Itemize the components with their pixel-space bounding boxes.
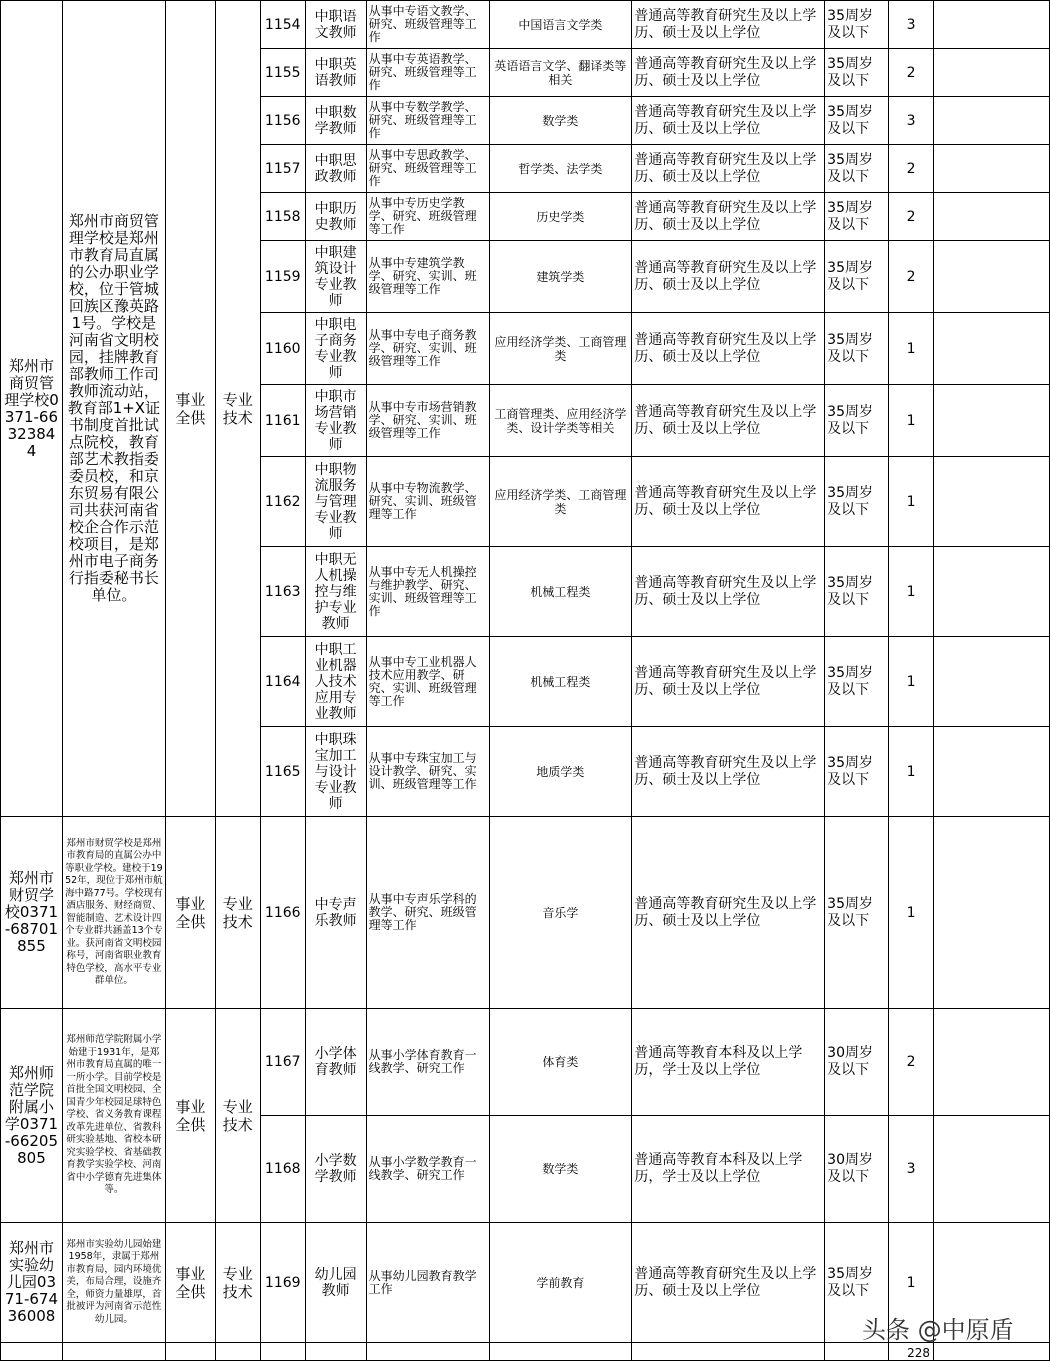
position-code: 1162 [260,457,305,547]
position-code: 1167 [260,1009,305,1116]
position-name: 幼儿园教师 [305,1223,366,1343]
position-name: 中职语文教师 [305,1,366,49]
hiring-count: 1 [889,727,934,817]
hiring-count: 1 [889,457,934,547]
position-code: 1159 [260,241,305,313]
empty-cell [215,1343,260,1361]
position-name: 中职思政教师 [305,145,366,193]
position-duty: 从事中专声乐学科的教学、研究、班级管理等工作 [366,817,489,1009]
position-duty: 从事幼儿园教育教学工作 [366,1223,489,1343]
empty-cell [366,1343,489,1361]
position-duty: 从事中专市场营销教学、研究、实训、班级管理等工作 [366,385,489,457]
position-duty: 从事中专历史学教学、研究、班级管理等工作 [366,193,489,241]
major-requirement: 应用经济学类、工商管理类 [489,313,632,385]
post-category: 专业技术 [215,1009,260,1223]
empty-cell [62,1343,165,1361]
empty-cell [825,1343,889,1361]
watermark-text: 头条 @中原盾 [862,1316,1014,1344]
major-requirement: 工商管理类、应用经济学类、设计学类等相关 [489,385,632,457]
remarks-cell [934,1,1050,49]
funding-type: 事业全供 [165,1009,215,1223]
education-requirement: 普通高等教育研究生及以上学历、硕士及以上学位 [632,727,825,817]
major-requirement: 英语语言文学、翻译类等相关 [489,49,632,97]
position-code: 1154 [260,1,305,49]
hiring-count: 1 [889,547,934,637]
age-requirement: 35周岁及以下 [825,145,889,193]
age-requirement: 30周岁及以下 [825,1009,889,1116]
major-requirement: 建筑学类 [489,241,632,313]
position-code: 1163 [260,547,305,637]
position-name: 中职物流服务与管理专业教师 [305,457,366,547]
major-requirement: 数学类 [489,1116,632,1223]
hiring-count: 2 [889,145,934,193]
unit-name: 郑州师范学院附属小学0371-66205805 [1,1009,63,1223]
major-requirement: 哲学类、法学类 [489,145,632,193]
remarks-cell [934,97,1050,145]
major-requirement: 学前教育 [489,1223,632,1343]
unit-name: 郑州市商贸管理学校0371-66323844 [1,1,63,817]
position-code: 1157 [260,145,305,193]
position-duty: 从事中专电子商务教学、研究、实训、班级管理等工作 [366,313,489,385]
position-code: 1169 [260,1223,305,1343]
position-duty: 从事中专工业机器人技术应用教学、研究、实训、班级管理等工作 [366,637,489,727]
education-requirement: 普通高等教育研究生及以上学历、硕士及以上学位 [632,145,825,193]
hiring-count: 3 [889,1,934,49]
age-requirement: 35周岁及以下 [825,97,889,145]
remarks-cell [934,241,1050,313]
funding-type: 事业全供 [165,1223,215,1343]
major-requirement: 中国语言文学类 [489,1,632,49]
major-requirement: 数学类 [489,97,632,145]
position-name: 中职工业机器人技术应用专业教师 [305,637,366,727]
age-requirement: 35周岁及以下 [825,313,889,385]
position-duty: 从事中专建筑学教学、研究、实训、班级管理等工作 [366,241,489,313]
position-name: 中职数学教师 [305,97,366,145]
age-requirement: 35周岁及以下 [825,1,889,49]
age-requirement: 35周岁及以下 [825,457,889,547]
position-code: 1166 [260,817,305,1009]
hiring-count: 2 [889,193,934,241]
age-requirement: 35周岁及以下 [825,193,889,241]
major-requirement: 机械工程类 [489,637,632,727]
hiring-count: 3 [889,1116,934,1223]
education-requirement: 普通高等教育本科及以上学历，学士及以上学位 [632,1116,825,1223]
education-requirement: 普通高等教育研究生及以上学历、硕士及以上学位 [632,1,825,49]
position-name: 中职珠宝加工与设计专业教师 [305,727,366,817]
unit-name: 郑州市实验幼儿园0371-67436008 [1,1223,63,1343]
age-requirement: 35周岁及以下 [825,727,889,817]
table-row [1,1,1050,49]
age-requirement: 35周岁及以下 [825,241,889,313]
hiring-count: 2 [889,241,934,313]
remarks-cell [934,385,1050,457]
education-requirement: 普通高等教育研究生及以上学历、硕士及以上学位 [632,637,825,727]
position-name: 中职建筑设计专业教师 [305,241,366,313]
education-requirement: 普通高等教育研究生及以上学历、硕士及以上学位 [632,193,825,241]
position-code: 1164 [260,637,305,727]
unit-intro: 郑州师范学院附属小学始建于1931年，是郑州市教育局直属的唯一一所小学。目前学校是首批全国文明校园、全国青少年校园足球特色学校、省义务教育课程改革先进单位、省教科研实验基地、省校本研究实验学校、省基础教育教学实验学校、河南省中小学德育先进集体等。 [62,1009,165,1223]
remarks-cell [934,547,1050,637]
position-duty: 从事中专思政教学、研究、班级管理等工作 [366,145,489,193]
remarks-cell [934,1009,1050,1116]
position-duty: 从事中专物流教学、研究、实训、班级管理等工作 [366,457,489,547]
hiring-count: 1 [889,637,934,727]
age-requirement: 35周岁及以下 [825,817,889,1009]
post-category: 专业技术 [215,1223,260,1343]
position-duty: 从事中专语文教学、研究、班级管理等工作 [366,1,489,49]
funding-type: 事业全供 [165,817,215,1009]
age-requirement: 35周岁及以下 [825,637,889,727]
major-requirement: 体育类 [489,1009,632,1116]
major-requirement: 历史学类 [489,193,632,241]
education-requirement: 普通高等教育研究生及以上学历、硕士及以上学位 [632,457,825,547]
remarks-cell [934,1116,1050,1223]
education-requirement: 普通高等教育研究生及以上学历、硕士及以上学位 [632,385,825,457]
education-requirement: 普通高等教育研究生及以上学历、硕士及以上学位 [632,1223,825,1343]
unit-intro: 郑州市实验幼儿园始建1958年，隶属于郑州市教育局，园内环境优美，布局合理，设施齐全，师资力量雄厚，首批被评为河南省示范性幼儿园。 [62,1223,165,1343]
hiring-count: 1 [889,1223,934,1343]
remarks-cell [934,727,1050,817]
hiring-count: 2 [889,49,934,97]
age-requirement: 35周岁及以下 [825,1223,889,1343]
major-requirement: 音乐学 [489,817,632,1009]
funding-type: 事业全供 [165,1,215,817]
empty-cell [165,1343,215,1361]
position-name: 中专声乐教师 [305,817,366,1009]
age-requirement: 35周岁及以下 [825,385,889,457]
education-requirement: 普通高等教育研究生及以上学历、硕士及以上学位 [632,817,825,1009]
age-requirement: 35周岁及以下 [825,49,889,97]
position-duty: 从事小学体育教育一线教学、研究工作 [366,1009,489,1116]
empty-cell [305,1343,366,1361]
major-requirement: 应用经济学类、工商管理类 [489,457,632,547]
position-name: 中职电子商务专业教师 [305,313,366,385]
position-code: 1158 [260,193,305,241]
position-duty: 从事小学数学教育一线教学、研究工作 [366,1116,489,1223]
unit-intro: 郑州市商贸管理学校是郑州市教育局直属的公办职业学校，位于管城回族区豫英路1号。学校是河南省文明校园，挂牌教育部教师工作司教师流动站，教育部1+X证书制度首批试点院校，教育部艺术教指委委员校，和京东贸易有限公司共获河南省校企合作示范校项目，是郑州市电子商务行指委秘书长单位。 [62,1,165,817]
position-code: 1156 [260,97,305,145]
remarks-cell [934,817,1050,1009]
total-count: 228 [889,1343,934,1361]
remarks-cell [934,145,1050,193]
position-name: 小学数学教师 [305,1116,366,1223]
empty-cell [489,1343,632,1361]
empty-cell [632,1343,825,1361]
post-category: 专业技术 [215,1,260,817]
education-requirement: 普通高等教育研究生及以上学历、硕士及以上学位 [632,547,825,637]
remarks-cell [934,637,1050,727]
age-requirement: 35周岁及以下 [825,547,889,637]
education-requirement: 普通高等教育本科及以上学历，学士及以上学位 [632,1009,825,1116]
hiring-count: 1 [889,313,934,385]
hiring-count: 1 [889,385,934,457]
empty-cell [934,1343,1050,1361]
hiring-count: 2 [889,1009,934,1116]
age-requirement: 30周岁及以下 [825,1116,889,1223]
unit-intro: 郑州市财贸学校是郑州市教育局的直属公办中等职业学校。建校于1952年，现位于郑州市航海中路77号。学校现有酒店服务、财经商贸、智能制造、艺术设计四个专业群共涵盖13个专业。获河南省文明校园称号，河南省职业教育特色学校，高水平专业群单位。 [62,817,165,1009]
position-code: 1160 [260,313,305,385]
remarks-cell [934,193,1050,241]
remarks-cell [934,457,1050,547]
position-duty: 从事中专英语教学、研究、班级管理等工作 [366,49,489,97]
position-name: 小学体育教师 [305,1009,366,1116]
position-duty: 从事中专数学教学、研究、班级管理等工作 [366,97,489,145]
total-row [1,1343,1050,1361]
table-row [1,1009,1050,1116]
hiring-count: 3 [889,97,934,145]
position-code: 1155 [260,49,305,97]
major-requirement: 地质学类 [489,727,632,817]
remarks-cell [934,49,1050,97]
position-name: 中职市场营销专业教师 [305,385,366,457]
hiring-count: 1 [889,817,934,1009]
position-duty: 从事中专珠宝加工与设计教学、研究、实训、班级管理等工作 [366,727,489,817]
empty-cell [1,1343,63,1361]
position-name: 中职历史教师 [305,193,366,241]
major-requirement: 机械工程类 [489,547,632,637]
empty-cell [260,1343,305,1361]
education-requirement: 普通高等教育研究生及以上学历、硕士及以上学位 [632,241,825,313]
position-name: 中职英语教师 [305,49,366,97]
education-requirement: 普通高等教育研究生及以上学历、硕士及以上学位 [632,49,825,97]
remarks-cell [934,313,1050,385]
position-code: 1165 [260,727,305,817]
position-code: 1168 [260,1116,305,1223]
education-requirement: 普通高等教育研究生及以上学历、硕士及以上学位 [632,313,825,385]
table-row [1,817,1050,1009]
post-category: 专业技术 [215,817,260,1009]
position-duty: 从事中专无人机操控与维护教学、研究、实训、班级管理等工作 [366,547,489,637]
education-requirement: 普通高等教育研究生及以上学历、硕士及以上学位 [632,97,825,145]
position-name: 中职无人机操控与维护专业教师 [305,547,366,637]
position-code: 1161 [260,385,305,457]
unit-name: 郑州市财贸学校0371-68701855 [1,817,63,1009]
